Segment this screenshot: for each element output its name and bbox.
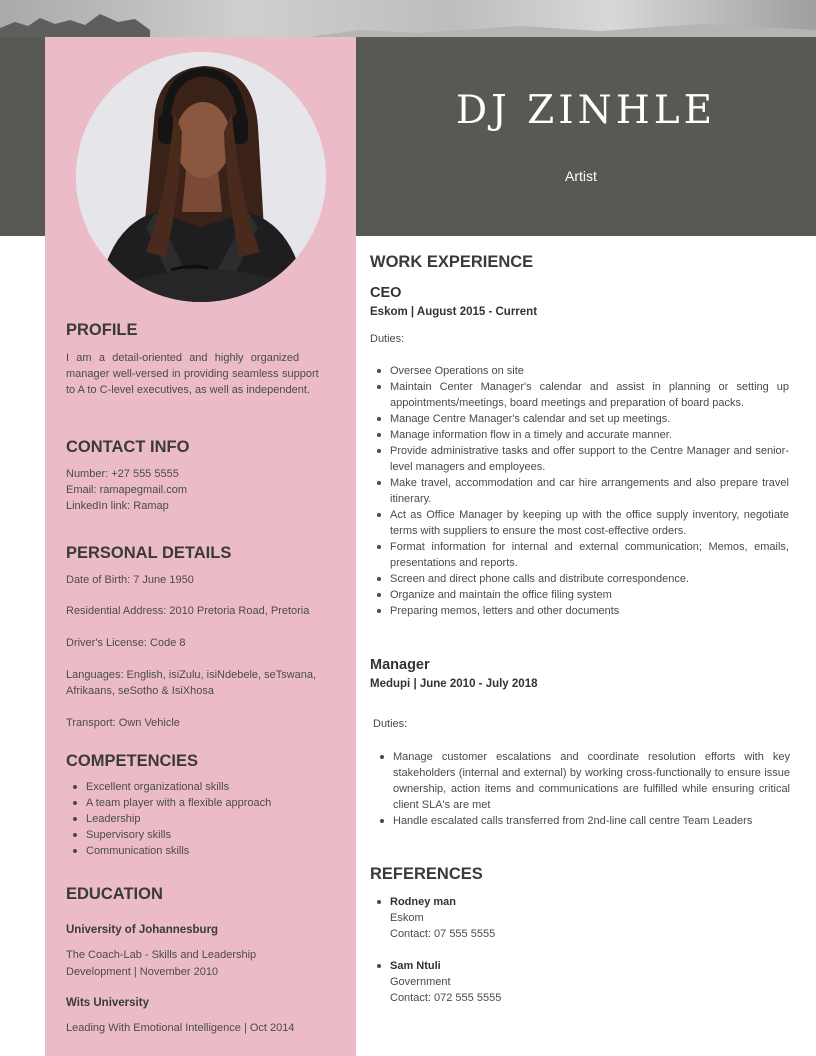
contact-linkedin: LinkedIn link: Ramap (66, 500, 169, 512)
education-school-1: University of Johannesburg (66, 924, 219, 936)
job-1-duties-list (390, 363, 789, 619)
personal-languages (66, 667, 335, 699)
work-heading: WORK EXPERIENCE (370, 253, 534, 271)
course-line: The Coach-Lab - Skills and Leadership (66, 949, 257, 961)
duty-item: Manage Centre Manager's calendar and set up meetings. (390, 411, 789, 427)
reference-contact: Contact: 07 555 5555 (390, 928, 496, 940)
job-2-duties-list (393, 749, 790, 829)
personal-license: Driver's License: Code 8 (66, 637, 186, 649)
duty-item: Provide administrative tasks and offer support to the Centre Manager and senior-level managers and employees. (390, 445, 789, 473)
job-2-title: Manager (370, 657, 430, 673)
reference-contact: Contact: 072 555 5555 (390, 992, 502, 1004)
job-1-title: CEO (370, 285, 402, 301)
languages-line: Languages: English, isiZulu, isiNdebele, seTswana, (66, 669, 317, 681)
education-course-1 (66, 947, 341, 981)
personal-address: Residential Address: 2010 Pretoria Road, Pretoria (66, 605, 310, 617)
reference-item (390, 958, 501, 1006)
job-1-duties-label: Duties: (370, 333, 405, 345)
competencies-list (86, 779, 346, 859)
education-school-2: Wits University (66, 997, 149, 1009)
competency-item: A team player with a flexible approach (86, 795, 346, 811)
duty-item: Manage customer escalations and coordinate resolution efforts with key stakeholders (internal and external) by working cross-functionally to ensure issue ownership, action items and communications are fulfilled while ensuring critical client SLA's are met (393, 751, 790, 811)
duty-item: Handle escalated calls transferred from 2nd-line call centre Team Leaders (393, 813, 790, 829)
duty-item: Organize and maintain the office filing system (390, 587, 789, 603)
competency-item: Leadership (86, 811, 346, 827)
personal-transport: Transport: Own Vehicle (66, 717, 180, 729)
education-course-2: Leading With Emotional Intelligence | Oct 2014 (66, 1022, 295, 1034)
profile-photo (76, 52, 326, 302)
duty-item: Make travel, accommodation and car hire arrangements and also prepare travel itinerary. (390, 477, 789, 505)
reference-item (390, 894, 495, 942)
duty-item: Preparing memos, letters and other documents (390, 603, 789, 619)
personal-dob: Date of Birth: 7 June 1950 (66, 574, 194, 586)
course-line: Development | November 2010 (66, 966, 219, 978)
reference-name: Sam Ntuli (390, 958, 501, 974)
contact-list (66, 466, 335, 514)
education-heading: EDUCATION (66, 885, 163, 903)
duty-item: Maintain Center Manager's calendar and assist in planning or setting up appointments/meetings, board meetings and preparation of board packs. (390, 381, 789, 409)
competencies-heading: COMPETENCIES (66, 752, 199, 770)
job-1-meta: Eskom | August 2015 - Current (370, 306, 538, 318)
duty-item: Format information for internal and external communication; Memos, emails, presentations and reports. (390, 541, 789, 569)
person-role: Artist (565, 168, 597, 184)
competency-item: Communication skills (86, 843, 346, 859)
job-2-meta: Medupi | June 2010 - July 2018 (370, 678, 538, 690)
duty-item: Manage information flow in a timely and accurate manner. (390, 427, 789, 443)
personal-heading: PERSONAL DETAILS (66, 544, 232, 562)
profile-line: I am a detail-oriented and highly organized (66, 352, 300, 364)
competency-item: Excellent organizational skills (86, 779, 346, 795)
profile-line: to A to C-level executives, as well as independent. (66, 384, 310, 396)
profile-text (66, 350, 335, 398)
profile-line: manager well-versed in providing seamless support (66, 368, 319, 380)
reference-name: Rodney man (390, 894, 495, 910)
contact-heading: CONTACT INFO (66, 438, 190, 456)
references-heading: REFERENCES (370, 865, 483, 883)
contact-email: Email: ramapegmail.com (66, 484, 188, 496)
header-background-photo (0, 0, 816, 38)
job-2-duties-label: Duties: (373, 718, 408, 730)
reference-org: Eskom (390, 912, 424, 924)
reference-org: Government (390, 976, 451, 988)
duty-item: Oversee Operations on site (390, 363, 789, 379)
duty-item: Act as Office Manager by keeping up with the office supply inventory, negotiate terms with suppliers to ensure the most cost-effective orders. (390, 509, 789, 537)
person-name: DJ ZINHLE (455, 88, 717, 133)
profile-heading: PROFILE (66, 321, 138, 339)
duty-item: Screen and direct phone calls and distribute correspondence. (390, 571, 789, 587)
contact-number: Number: +27 555 5555 (66, 468, 179, 480)
competency-item: Supervisory skills (86, 827, 346, 843)
languages-line: Afrikaans, seSotho & IsiXhosa (66, 685, 214, 697)
